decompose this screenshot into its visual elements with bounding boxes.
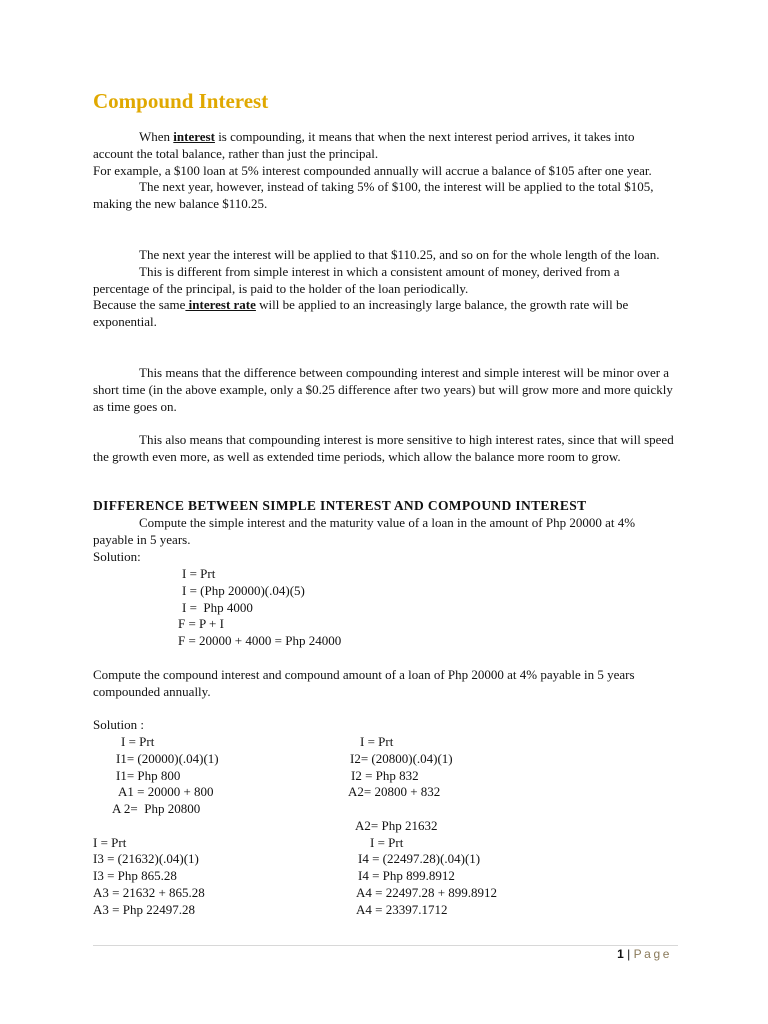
page-footer <box>617 947 672 961</box>
text: Compute the simple interest and the maturity value of a loan in the amount of Php 20000 at 4% payable in 5 years. <box>93 515 636 547</box>
simple-interest-question <box>93 515 678 565</box>
paragraph-loan-length <box>93 247 678 331</box>
equation-line: I = (Php 20000)(.04)(5) <box>182 583 305 598</box>
text: This is different from simple interest in which a consistent amount of money, derived from a percentage of the principal, is paid to the holder of the loan periodically. <box>93 263 620 296</box>
equation-line: I4 = (22497.28)(.04)(1) <box>358 851 481 866</box>
equation-line: I1= (20000)(.04)(1) <box>116 751 219 766</box>
equation-line: I = Php 4000 <box>182 600 253 615</box>
solution-label: Solution : <box>93 717 144 732</box>
equation-line: I2= (20800)(.04)(1) <box>350 751 453 766</box>
equation-line: I4 = Php 899.8912 <box>358 868 455 883</box>
equation-line: I = Prt <box>182 566 216 581</box>
text: Because the same <box>93 297 186 313</box>
text: For example, a $100 loan at 5% interest compounded annually will accrue a balance of $105 after one year. <box>93 162 652 178</box>
equation-line: I = Prt <box>360 734 394 749</box>
interest-rate-link[interactable]: interest rate <box>185 297 256 313</box>
equation-line: A2= 20800 + 832 <box>348 784 441 799</box>
equation-line: A3 = 21632 + 865.28 <box>93 885 205 900</box>
text: Compute the compound interest and compound amount of a loan of Php 20000 at 4% payable in 5 years compounded annually. <box>93 667 635 699</box>
equation-line: I3 = (21632)(.04)(1) <box>93 851 199 866</box>
text: is compounding, it means that when the next interest period arrives, it takes into account the total balance, rather than just the principal. <box>93 129 635 161</box>
equation-line: I1= Php 800 <box>116 768 181 783</box>
equation-line: A1 = 20000 + 800 <box>118 784 214 799</box>
equation-line: A2= Php 21632 <box>355 818 438 833</box>
equation-line: A3 = Php 22497.28 <box>93 902 195 917</box>
section-heading: DIFFERENCE BETWEEN SIMPLE INTEREST AND COMPOUND INTEREST <box>93 498 587 513</box>
document-title: Compound Interest <box>93 89 269 113</box>
equation-line: I = Prt <box>121 734 155 749</box>
text: The next year the interest will be applied to that $110.25, and so on for the whole length of the loan. <box>139 247 660 262</box>
page-label: Page <box>633 947 672 961</box>
text: This means that the difference between compounding interest and simple interest will be minor over a short time (in the above example, only a $0.25 difference after two years) but will grow more and more quickly as time goes on. <box>93 365 673 414</box>
compound-interest-question <box>93 667 678 701</box>
text: This also means that compounding interest is more sensitive to high interest rates, since that will speed the growth even more, as well as extended time periods, which allow the balance more room to grow. <box>93 432 674 464</box>
solution-label: Solution: <box>93 548 141 564</box>
text: When <box>139 129 174 144</box>
footer-separator: | <box>627 947 631 961</box>
paragraph-compounding <box>93 129 678 213</box>
equation-line: I2 = Php 832 <box>351 768 419 783</box>
text: The next year, however, instead of taking 5% of $100, the interest will be applied to the total $105, making the new balance $110.25. <box>93 179 654 212</box>
page-number: 1 <box>617 947 624 961</box>
footer-divider <box>93 945 678 946</box>
paragraph-sensitivity <box>93 432 678 466</box>
equation-line: I3 = Php 865.28 <box>93 868 177 883</box>
equation-line: F = P + I <box>178 616 224 631</box>
equation-line: A4 = 22497.28 + 899.8912 <box>356 885 498 900</box>
equation-line: I = Prt <box>370 835 404 850</box>
paragraph-difference <box>93 365 678 415</box>
equation-line: I = Prt <box>93 835 127 850</box>
text: will be applied to an increasingly large balance, the growth rate will be exponential. <box>93 297 629 330</box>
equation-line: A 2= Php 20800 <box>112 801 201 816</box>
equation-line: F = 20000 + 4000 = Php 24000 <box>178 633 342 648</box>
interest-link[interactable]: interest <box>173 129 215 144</box>
equation-line: A4 = 23397.1712 <box>356 902 448 917</box>
